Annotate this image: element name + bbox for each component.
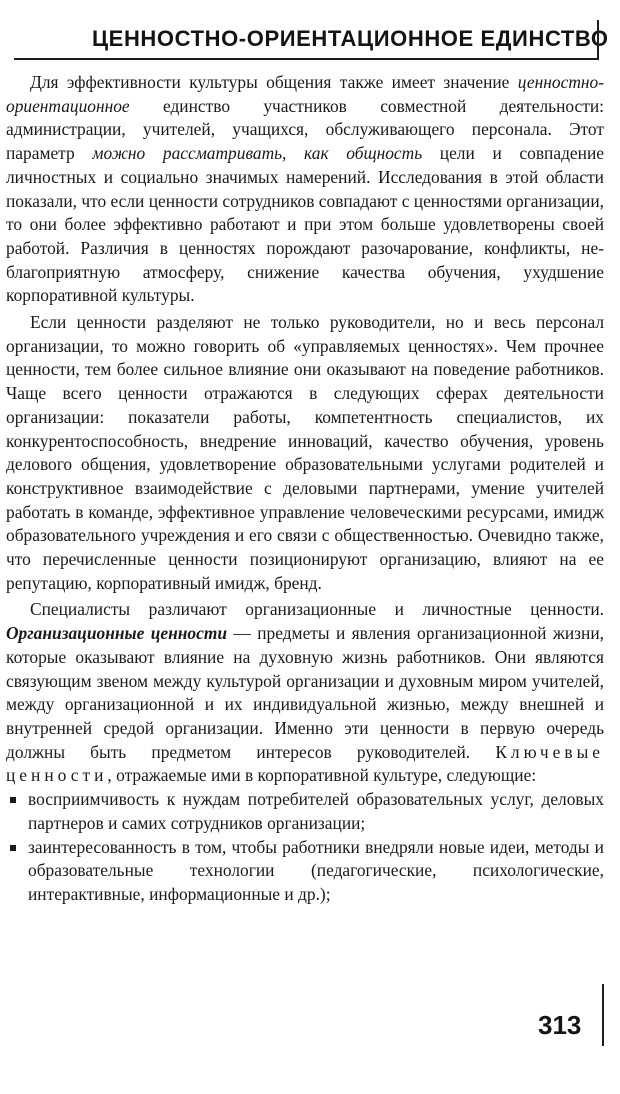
list-item <box>6 788 604 835</box>
running-head-title: ЦЕННОСТНО-ОРИЕНТАЦИОННОЕ ЕДИНСТВО <box>92 26 609 51</box>
bullet-square-icon <box>10 797 16 803</box>
paragraph-1-text-a: Для эффективности культуры общения также имеет значение <box>30 72 518 92</box>
paragraph-3-text-b: — предметы и явления организационной жизни, которые оказывают влияние на духовную жизнь работников. Они являются связующим звеном между культурой организации и духовным миром учителей, между организационной и их индивидуальной жизнью, между внешней и внутренней средой организации. Именно эти ценности в первую очередь должны быть предметом интересов руководителей. <box>6 623 604 762</box>
paragraph-1-emphasis-b: можно рассматривать, как общность <box>92 143 423 164</box>
list-item-text: восприимчивость к нуждам потребителей образовательных услуг, деловых партнеров и самих сотрудников организации; <box>28 789 604 833</box>
paragraph-1-text-b: единство участников совместной деятельности: администрации, учителей, учащихся, обслуживающего персонала. Этот параметр <box>6 95 604 164</box>
term-key-values: Ключевые ценности <box>6 741 604 786</box>
bullet-square-icon <box>10 845 16 851</box>
term-organizational-values: Организационные ценности <box>6 623 228 644</box>
paragraph-3 <box>6 598 604 788</box>
header-rule <box>14 58 598 60</box>
paragraph-3-text-c: , отражаемые ими в корпоративной культуре, следующие: <box>107 765 537 786</box>
running-head <box>0 0 620 72</box>
body-text <box>6 71 604 907</box>
paragraph-1-emphasis-a: ценностно-ориентационное <box>6 72 604 116</box>
paragraph-3-text-a: Специалисты различают организационные и личностные ценности. <box>30 599 604 620</box>
paragraph-1 <box>6 71 604 308</box>
paragraph-1-text-c: цели и совпадение личностных и социально значимых намерений. Исследования в этой области показали, что если ценности сотрудников совпадают с ценностями организации, то они более эффективно работают и при этом больше удовлетворены своей работой. Различия в ценностях порождают разочарование, конфликты, неблагоприятную атмосферу, снижение качества обучения, ухудшение корпоративной культуры. <box>6 143 604 306</box>
page-edge-rule <box>602 984 604 1046</box>
header-vertical-rule <box>597 20 599 60</box>
paragraph-2: Если ценности разделяют не только руководители, но и весь персонал организации, то можно говорить об «управляемых ценностях». Чем прочнее ценности, тем более сильное влияние они оказывают на поведение работников. Чаще всего ценности отражаются в следующих сферах деятельности организации: показатели работы, компетентность специалистов, их конкурентоспособность, внедрение инноваций, качество обучения, уровень делового общения, удовлетворение образовательными услугами родителей и конструктивное взаимодействие с деловыми партнерами, умение учителей работать в команде, эффективное управление человеческими ресурсами, имидж образовательного учреждения и его связи с общественностью. Очевидно также, что перечисленные ценности позиционируют организацию, влияют на ее репутацию, корпоративный имидж, бренд. <box>6 312 604 593</box>
values-list <box>6 788 604 907</box>
list-item <box>6 836 604 907</box>
page-number: 313 <box>538 1010 582 1040</box>
list-item-text: заинтересованность в том, чтобы работники внедряли новые идеи, методы и образовательные технологии (педагогические, психологические, интерактивные, информационные и др.); <box>28 836 604 904</box>
